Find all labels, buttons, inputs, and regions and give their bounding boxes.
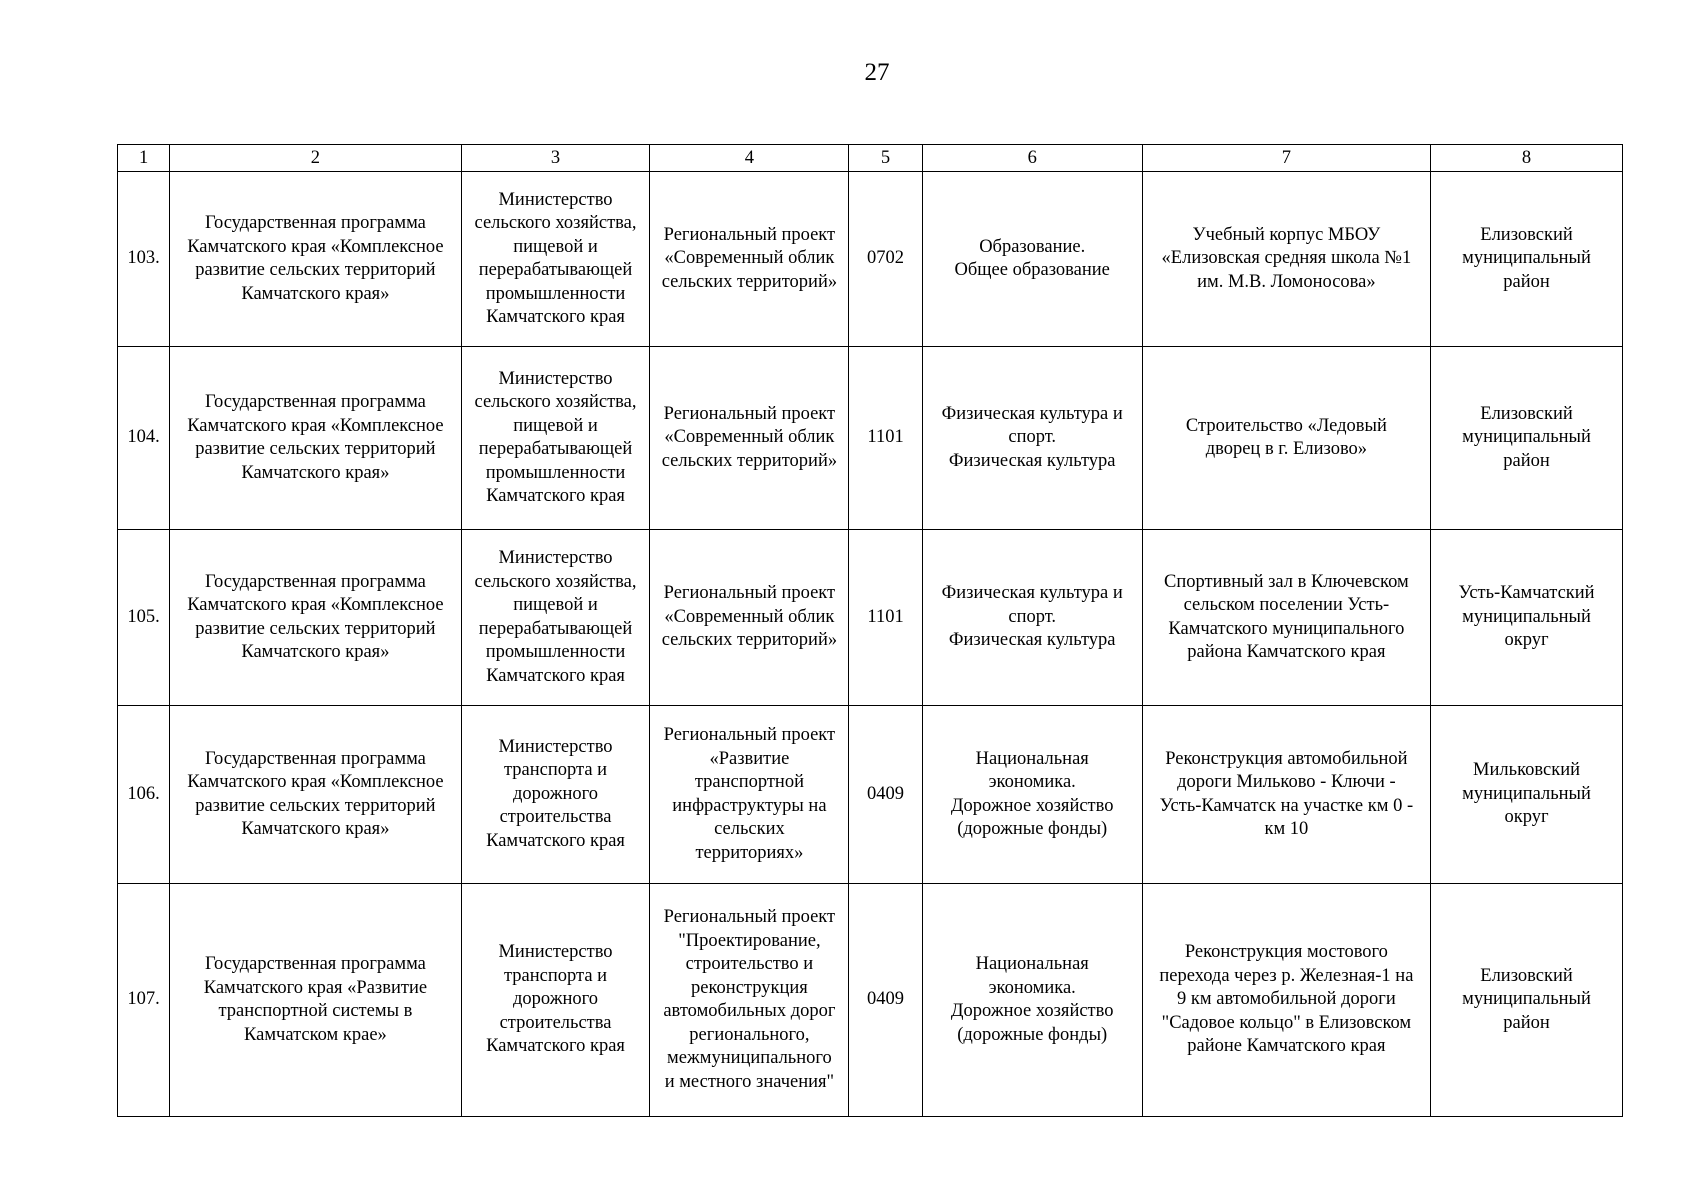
column-header: 2 [170,145,461,172]
municipality-cell: Елизовский муниципальный район [1431,347,1623,530]
project-cell: Региональный проект «Современный облик сельских территорий» [650,172,849,347]
page-number: 27 [864,59,890,86]
code-cell: 1101 [849,347,922,530]
municipality-cell: Елизовский муниципальный район [1431,172,1623,347]
object-cell: Спортивный зал в Ключевском сельском поселении Усть- Камчатского муниципального района Камчатского края [1142,530,1430,706]
program-cell: Государственная программа Камчатского края «Развитие транспортной системы в Камчатском крае» [170,884,461,1117]
table-row [118,530,1623,706]
municipality-cell: Усть-Камчатский муниципальный округ [1431,530,1623,706]
object-cell: Учебный корпус МБОУ «Елизовская средняя школа №1 им. М.В. Ломоносова» [1142,172,1430,347]
column-header: 3 [461,145,650,172]
project-cell: Региональный проект «Современный облик сельских территорий» [650,530,849,706]
municipality-cell: Мильковский муниципальный округ [1431,706,1623,884]
program-cell: Государственная программа Камчатского края «Комплексное развитие сельских территорий Камчатского края» [170,706,461,884]
code-cell: 1101 [849,530,922,706]
table-row [118,884,1623,1117]
row-number: 104. [118,347,170,530]
table-row [118,172,1623,347]
section-cell: Национальная экономика. Дорожное хозяйство (дорожные фонды) [922,706,1142,884]
object-cell: Реконструкция автомобильной дороги Мильково - Ключи - Усть-Камчатск на участке км 0 - км 10 [1142,706,1430,884]
ministry-cell: Министерство транспорта и дорожного строительства Камчатского края [461,706,650,884]
section-cell: Образование. Общее образование [922,172,1142,347]
ministry-cell: Министерство сельского хозяйства, пищевой и перерабатывающей промышленности Камчатского края [461,172,650,347]
column-header: 8 [1431,145,1623,172]
section-cell: Национальная экономика. Дорожное хозяйство (дорожные фонды) [922,884,1142,1117]
program-cell: Государственная программа Камчатского края «Комплексное развитие сельских территорий Камчатского края» [170,172,461,347]
column-header: 4 [650,145,849,172]
objects-table [117,144,1623,1117]
object-cell: Строительство «Ледовый дворец в г. Елизово» [1142,347,1430,530]
table-row [118,706,1623,884]
code-cell: 0409 [849,706,922,884]
row-number: 106. [118,706,170,884]
project-cell: Региональный проект "Проектирование, строительство и реконструкция автомобильных дорог регионального, межмуниципального и местного значения" [650,884,849,1117]
object-cell: Реконструкция мостового перехода через р. Железная-1 на 9 км автомобильной дороги "Садовое кольцо" в Елизовском районе Камчатского края [1142,884,1430,1117]
row-number: 107. [118,884,170,1117]
project-cell: Региональный проект «Развитие транспортной инфраструктуры на сельских территориях» [650,706,849,884]
code-cell: 0702 [849,172,922,347]
column-header: 7 [1142,145,1430,172]
row-number: 103. [118,172,170,347]
program-cell: Государственная программа Камчатского края «Комплексное развитие сельских территорий Камчатского края» [170,530,461,706]
header-row [118,145,1623,172]
column-header: 6 [922,145,1142,172]
row-number: 105. [118,530,170,706]
code-cell: 0409 [849,884,922,1117]
section-cell: Физическая культура и спорт. Физическая культура [922,347,1142,530]
column-header: 5 [849,145,922,172]
ministry-cell: Министерство сельского хозяйства, пищевой и перерабатывающей промышленности Камчатского края [461,347,650,530]
ministry-cell: Министерство сельского хозяйства, пищевой и перерабатывающей промышленности Камчатского края [461,530,650,706]
table-row [118,347,1623,530]
section-cell: Физическая культура и спорт. Физическая культура [922,530,1142,706]
ministry-cell: Министерство транспорта и дорожного строительства Камчатского края [461,884,650,1117]
column-header: 1 [118,145,170,172]
project-cell: Региональный проект «Современный облик сельских территорий» [650,347,849,530]
program-cell: Государственная программа Камчатского края «Комплексное развитие сельских территорий Камчатского края» [170,347,461,530]
municipality-cell: Елизовский муниципальный район [1431,884,1623,1117]
